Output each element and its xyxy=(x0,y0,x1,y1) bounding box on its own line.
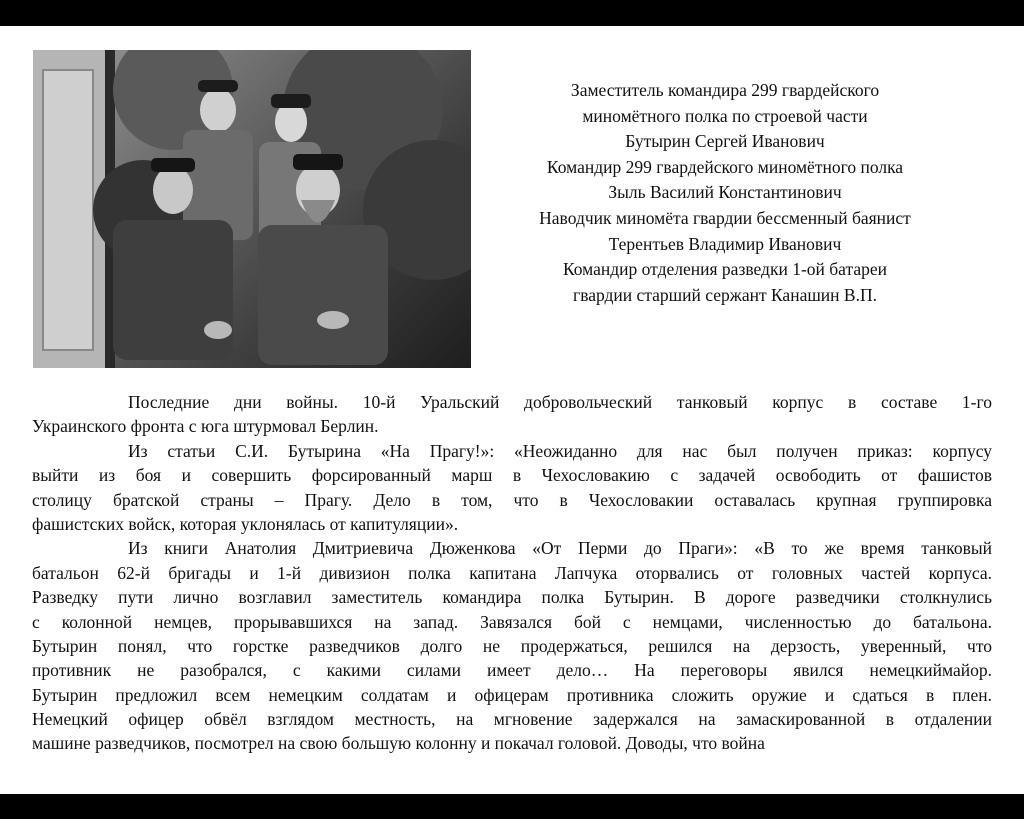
text-line: противник не разобрался, с какими силами имеет дело… На переговоры явился немецкиймайор. xyxy=(32,660,992,681)
text-line: выйти из боя и совершить форсированный марш в Чехословакию с задачей освободить от фашистов xyxy=(32,465,992,486)
caption-line: Терентьев Владимир Иванович xyxy=(608,233,842,254)
caption-line: Бутырин Сергей Иванович xyxy=(625,131,825,152)
soldiers-photo-illustration xyxy=(33,50,471,368)
text-line: Бутырин понял, что горстке разведчиков долго не продержаться, решился на дерзость, уверенный, что xyxy=(32,635,992,656)
article-text xyxy=(32,390,992,756)
caption-line: миномётного полка по строевой части xyxy=(582,105,868,126)
text-line: Из статьи С.И. Бутырина «На Прагу!»: «Неожиданно для нас был получен приказ: корпусу xyxy=(128,440,992,461)
text-line: Украинского фронта с юга штурмовал Берлин. xyxy=(32,416,379,437)
text-line: столицу братской страны – Прагу. Дело в том, что в Чехословакии оставалась крупная группировка xyxy=(32,489,992,510)
text-line: с колонной немцев, прорывавшихся на запад. Завязался бой с немцами, численностью до батальона. xyxy=(32,611,992,632)
historical-photo xyxy=(33,50,471,368)
text-line: фашистских войск, которая уклонялась от капитуляции». xyxy=(32,513,459,534)
caption-line: Наводчик миномёта гвардии бессменный баянист xyxy=(539,207,911,228)
text-line: машине разведчиков, посмотрел на свою большую колонну и покачал головой. Доводы, что война xyxy=(32,733,765,754)
page xyxy=(0,26,1024,794)
text-line: Разведку пути лично возглавил заместитель командира полка Бутырин. В дороге разведчики столкнулись xyxy=(32,587,992,608)
caption-line: Зыль Василий Константинович xyxy=(608,182,842,203)
caption-line: Заместитель командира 299 гвардейского xyxy=(570,80,880,100)
caption-line: гвардии старший сержант Канашин В.П. xyxy=(573,284,877,305)
text-line: Из книги Анатолия Дмитриевича Дюженкова «От Перми до Праги»: «В то же время танковый xyxy=(128,538,992,559)
text-line: Бутырин предложил всем немецким солдатам и офицерам противника сложить оружие и сдаться в плен. xyxy=(32,684,992,705)
text-line: Последние дни войны. 10-й Уральский добровольческий танковый корпус в составе 1-го xyxy=(128,392,992,412)
text-line: Немецкий офицер обвёл взглядом местность, на мгновение задержался на замаскированной в отдалении xyxy=(32,709,992,730)
photo-caption xyxy=(486,78,964,308)
caption-line: Командир отделения разведки 1-ой батареи xyxy=(562,259,888,280)
caption-line: Командир 299 гвардейского миномётного полка xyxy=(546,156,904,177)
text-line: батальон 62-й бригады и 1-й дивизион полка капитана Лапчука оторвались от головных частей корпуса. xyxy=(32,562,992,583)
